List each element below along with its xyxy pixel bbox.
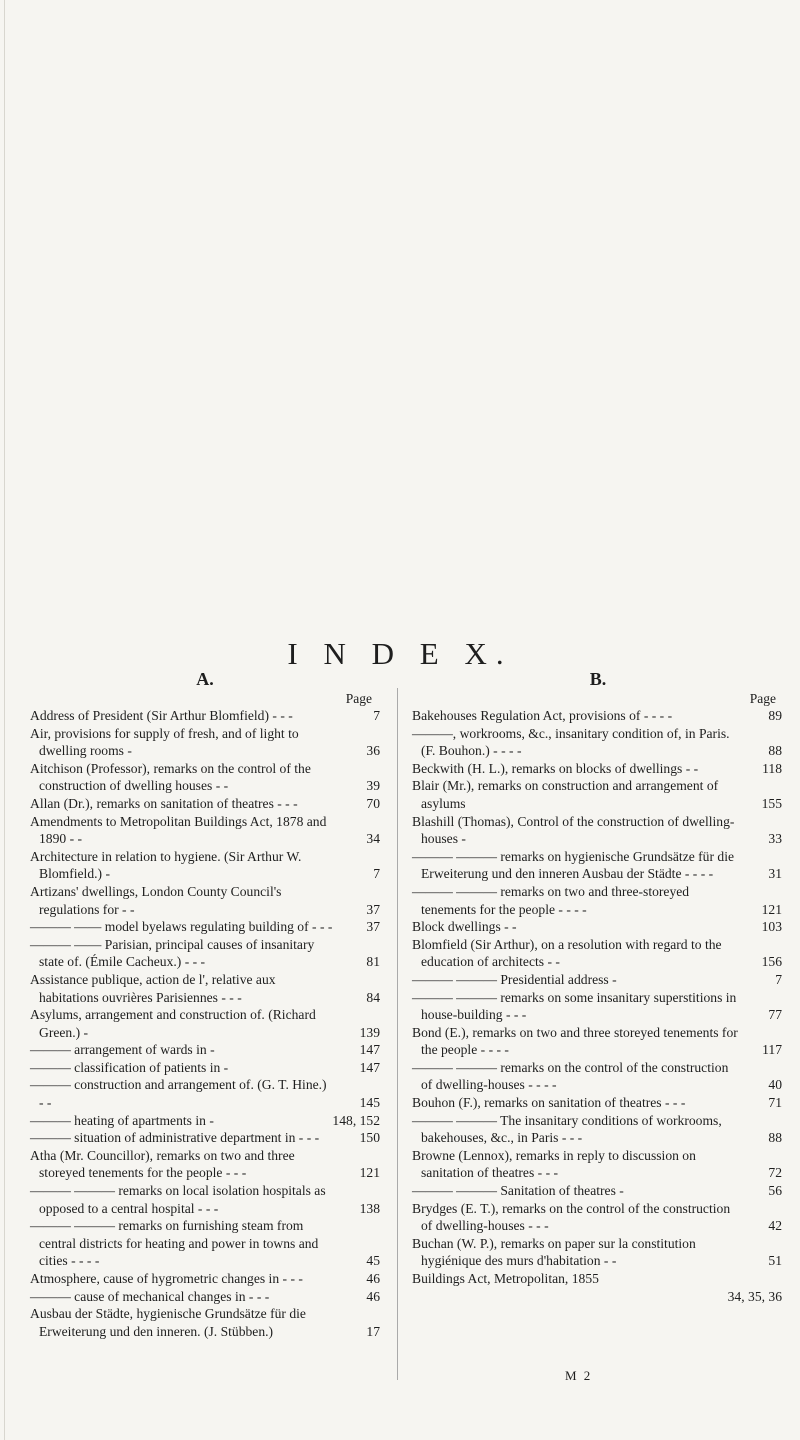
entry-text: ——— cause of mechanical changes in - - - (30, 1288, 270, 1304)
entry-text: Address of President (Sir Arthur Blomfield) - - - (30, 708, 293, 723)
entry-page-number: 31 (768, 866, 782, 882)
entry-page-number: 89 (768, 708, 782, 723)
entry-page-number: 88 (768, 743, 782, 759)
index-title: I N D E X. (287, 636, 513, 671)
index-entry (30, 1006, 380, 1041)
entry-text: ——— ——— The insanitary conditions of workrooms, bakehouses, &c., in Paris - - - (412, 1112, 722, 1146)
index-entry (30, 1112, 380, 1130)
index-entry (412, 813, 784, 848)
entry-page-number: 155 (761, 795, 782, 811)
index-entry (30, 707, 380, 725)
entry-text: Asylums, arrangement and construction of. (Richard Green.) - (30, 1007, 316, 1040)
index-entry (412, 1094, 784, 1112)
entry-page-number: 37 (366, 919, 380, 935)
column-b (412, 668, 784, 1305)
index-entry (30, 848, 380, 883)
section-letter-a: A. (196, 669, 214, 689)
index-entries-a (30, 707, 380, 1340)
column-a (30, 668, 380, 1340)
index-entry (412, 1024, 784, 1059)
entry-text: Blashill (Thomas), Control of the construction of dwelling-houses - (412, 813, 735, 847)
entry-page-number: 156 (761, 954, 782, 970)
index-entry (30, 1288, 380, 1306)
entry-text: Browne (Lennox), remarks in reply to discussion on sanitation of theatres - - - (412, 1147, 696, 1181)
entry-text: Beckwith (H. L.), remarks on blocks of dwellings - - (412, 760, 699, 776)
entry-page-number: 40 (768, 1077, 782, 1093)
entry-text: ——— arrangement of wards in - (30, 1042, 215, 1058)
index-entry (30, 1147, 380, 1182)
entry-page-number: 148, 152 (332, 1112, 380, 1128)
entry-page-number: 7 (373, 708, 380, 723)
entry-page-number: 34 (366, 831, 380, 847)
index-entry (412, 1200, 784, 1235)
entry-page-number: 147 (359, 1042, 380, 1058)
page-column-header: Page (345, 691, 372, 706)
index-entry (30, 918, 380, 936)
column-divider (397, 688, 398, 1380)
entry-text: Bakehouses Regulation Act, provisions of - - - - (412, 708, 673, 723)
index-entry (30, 1041, 380, 1059)
entry-text: Block dwellings - - (412, 919, 517, 935)
entry-page-number: 145 (359, 1095, 380, 1111)
entry-text: ——— ——— remarks on local isolation hospitals as opposed to a central hospital - - - (30, 1183, 326, 1216)
entry-text: Blomfield (Sir Arthur), on a resolution with regard to the education of architects - - (412, 936, 722, 970)
entry-text: Brydges (E. T.), remarks on the control of the construction of dwelling-houses - - - (412, 1200, 731, 1234)
entry-page-number: 117 (762, 1042, 782, 1058)
entry-text: Blair (Mr.), remarks on construction and arrangement of asylums (412, 778, 719, 811)
entry-text: ——— ——— remarks on the control of the construction of dwelling-houses - - - - (412, 1059, 729, 1093)
entry-page-number: 37 (366, 901, 380, 917)
entry-page-number: 51 (768, 1253, 782, 1269)
entry-text: ——— ——— Sanitation of theatres - (412, 1183, 624, 1199)
index-entry (412, 883, 784, 918)
index-entry (412, 760, 784, 778)
entry-text: ——— —— model byelaws regulating building of - - - (30, 919, 333, 935)
index-entry (412, 1182, 784, 1200)
index-entry (30, 1305, 380, 1340)
entry-text: Atmosphere, cause of hygrometric changes in - - - (30, 1271, 303, 1286)
index-entry (412, 777, 784, 812)
entry-text: ——— heating of apartments in - (30, 1112, 214, 1128)
entry-page-number: 33 (768, 831, 782, 847)
entry-page-number: 46 (366, 1271, 380, 1286)
entry-text: Bond (E.), remarks on two and three storeyed tenements for the people - - - - (412, 1024, 738, 1058)
index-entry (30, 1059, 380, 1077)
entry-text: ——— ——— remarks on furnishing steam from central districts for heating and power in towns and cities - - - - (30, 1218, 319, 1269)
index-entry (412, 971, 784, 989)
index-entry (412, 1059, 784, 1094)
index-entry (30, 725, 380, 760)
page-column-header: Page (749, 691, 776, 706)
entry-text: Aitchison (Professor), remarks on the control of the construction of dwelling houses - - (30, 760, 311, 794)
entry-text: ——— ——— remarks on some insanitary superstitions in house-building - - - (412, 989, 737, 1023)
index-entry (412, 918, 784, 936)
entry-page-number: 72 (768, 1165, 782, 1181)
entry-text: Buildings Act, Metropolitan, 1855 (412, 1271, 599, 1286)
entry-page-number: 121 (761, 901, 782, 917)
entry-page-number: 70 (366, 795, 380, 811)
entry-page-number: 84 (366, 989, 380, 1005)
signature-mark: M 2 (565, 1368, 593, 1383)
index-entry (30, 1076, 380, 1111)
entry-page-number: 88 (768, 1130, 782, 1146)
continuation-pages: 34, 35, 36 (727, 1288, 782, 1304)
entry-page-number: 138 (359, 1200, 380, 1216)
entry-page-number: 71 (768, 1095, 782, 1111)
entry-text: Atha (Mr. Councillor), remarks on two and three storeyed tenements for the people - - - (30, 1147, 295, 1181)
index-entry (30, 1129, 380, 1147)
entry-page-number: 77 (768, 1007, 782, 1023)
index-entry (30, 813, 380, 848)
index-entry (30, 1217, 380, 1270)
index-entry (30, 760, 380, 795)
entry-text: ——— situation of administrative department in - - - (30, 1130, 320, 1146)
entry-page-number: 36 (366, 743, 380, 759)
entry-page-number: 17 (366, 1323, 380, 1339)
binding-edge-line (4, 0, 5, 1440)
entry-page-number: 56 (768, 1183, 782, 1199)
entry-page-number: 42 (768, 1218, 782, 1234)
index-entry (30, 883, 380, 918)
entry-text: ——— ——— remarks on hygienische Grundsätze für die Erweiterung und den inneren Ausbau der Städte - - - - (412, 848, 735, 882)
index-entry (412, 936, 784, 971)
entry-text: ——— —— Parisian, principal causes of insanitary state of. (Émile Cacheux.) - - - (30, 936, 315, 970)
entry-text: ———, workrooms, &c., insanitary condition of, in Paris. (F. Bouhon.) - - - - (412, 725, 730, 759)
entry-page-number: 7 (775, 971, 782, 987)
index-entry (412, 1147, 784, 1182)
index-entry (412, 1112, 784, 1147)
index-entry (30, 1182, 380, 1217)
index-entry (412, 725, 784, 760)
entry-page-number: 46 (366, 1288, 380, 1304)
index-entry (30, 971, 380, 1006)
entry-page-number: 39 (366, 778, 380, 794)
entry-text: Amendments to Metropolitan Buildings Act, 1878 and 1890 - - (30, 813, 327, 847)
entry-page-number: 81 (366, 954, 380, 970)
entry-text: Allan (Dr.), remarks on sanitation of theatres - - - (30, 795, 298, 811)
entry-text: ——— construction and arrangement of. (G. T. Hine.) - - (30, 1077, 327, 1111)
index-entry (412, 1235, 784, 1270)
entry-text: ——— ——— Presidential address - (412, 971, 617, 987)
entry-page-number: 147 (359, 1059, 380, 1075)
index-entry (412, 707, 784, 725)
index-entry (30, 1270, 380, 1288)
index-entry (412, 989, 784, 1024)
entry-page-number: 45 (366, 1253, 380, 1269)
index-entry (30, 936, 380, 971)
index-entry (412, 1270, 784, 1288)
entry-text: Assistance publique, action de l', relative aux habitations ouvrières Parisiennes - - - (30, 971, 276, 1005)
entry-page-number: 7 (373, 866, 380, 882)
index-entry (30, 795, 380, 813)
entry-text: Artizans' dwellings, London County Council's regulations for - - (30, 883, 282, 917)
entry-text: Air, provisions for supply of fresh, and of light to dwelling rooms - (30, 725, 299, 759)
entry-text: Architecture in relation to hygiene. (Sir Arthur W. Blomfield.) - (30, 848, 302, 882)
entry-page-number: 103 (761, 919, 782, 935)
section-letter-b: B. (589, 669, 607, 689)
entry-page-number: 150 (359, 1130, 380, 1146)
entry-text: Ausbau der Städte, hygienische Grundsätze für die Erweiterung und den inneren. (J. Stübben.) (30, 1306, 306, 1339)
index-entry (412, 848, 784, 883)
entry-page-number: 139 (359, 1024, 380, 1040)
entry-text: Bouhon (F.), remarks on sanitation of theatres - - - (412, 1095, 686, 1111)
entry-text: ——— classification of patients in - (30, 1059, 229, 1075)
entry-text: ——— ——— remarks on two and three-storeyed tenements for the people - - - - (412, 883, 690, 917)
index-entries-b (412, 707, 784, 1288)
entry-text: Buchan (W. P.), remarks on paper sur la constitution hygiénique des murs d'habitation - - (412, 1235, 696, 1269)
entry-page-number: 118 (762, 760, 782, 776)
entry-page-number: 121 (359, 1165, 380, 1181)
